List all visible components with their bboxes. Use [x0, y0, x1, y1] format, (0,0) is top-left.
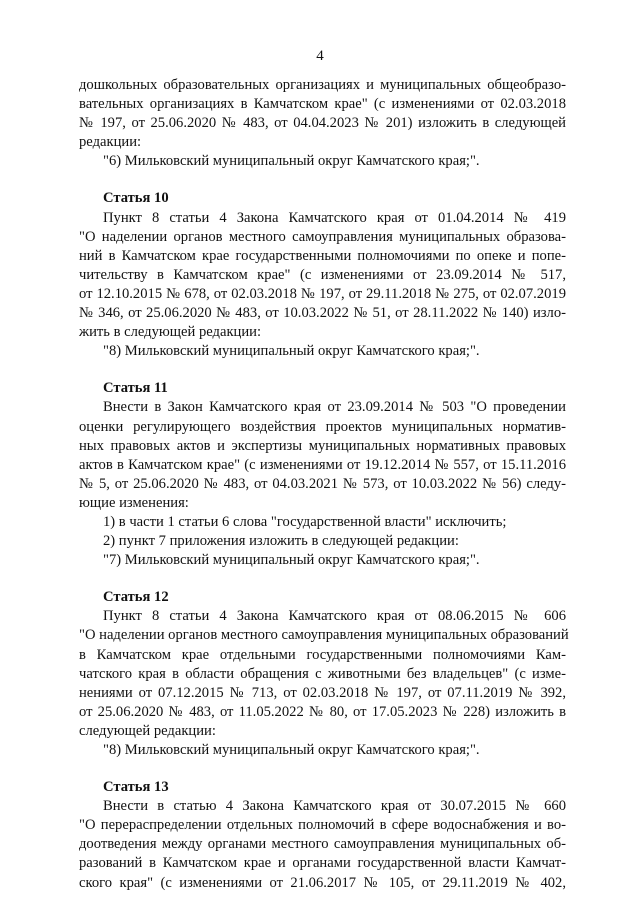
text-line: Внести в Закон Камчатского края от 23.09.2014 № 503 "О проведении	[103, 399, 566, 416]
text-line: "О перераспределении отдельных полномочий в сфере водоснабжения и во-	[79, 817, 566, 834]
text-line: Пункт 8 статьи 4 Закона Камчатского края от 08.06.2015 № 606	[103, 608, 566, 625]
article-heading: Статья 11	[103, 380, 168, 397]
spacer	[79, 171, 566, 189]
text-line: ний в Камчатском крае государственными полномочиями по опеке и попе-	[79, 247, 566, 264]
text-line: от 12.10.2015 № 678, от 02.03.2018 № 197, от 29.11.2018 № 275, от 02.07.2019	[79, 285, 566, 302]
spacer	[79, 760, 566, 778]
text-line: в Камчатском крае отдельными государственными полномочиями Кам-	[79, 646, 566, 663]
text-line: "О наделении органов местного самоуправления муниципальных образований	[79, 627, 569, 644]
document-body	[79, 76, 569, 893]
text-line: ющие изменения:	[79, 494, 189, 511]
text-line: "О наделении органов местного самоуправления муниципальных образова-	[79, 228, 566, 245]
text-line: "7) Мильковский муниципальный округ Камчатского края;".	[103, 552, 480, 569]
article-heading: Статья 13	[103, 779, 169, 796]
text-line: дошкольных образовательных организациях и муниципальных общеобразо-	[79, 77, 566, 93]
text-line: "8) Мильковский муниципальный округ Камчатского края;".	[103, 343, 480, 360]
text-line: 2) пункт 7 приложения изложить в следующей редакции:	[103, 533, 459, 550]
text-line: чатского края в области обращения с животными без владельцев" (с изме-	[79, 665, 566, 682]
text-line: жить в следующей редакции:	[79, 324, 262, 341]
article-heading: Статья 12	[103, 589, 169, 606]
intro-paragraph	[79, 76, 566, 171]
text-line: 1) в части 1 статьи 6 слова "государственной власти" исключить;	[103, 513, 507, 530]
article-11	[79, 379, 566, 570]
text-line: "6) Мильковский муниципальный округ Камчатского края;".	[103, 153, 480, 170]
text-line: доотведения между органами местного самоуправления муниципальных об-	[79, 836, 566, 853]
text-line: нениями от 07.12.2015 № 713, от 02.03.2018 № 197, от 07.11.2019 № 392,	[79, 684, 566, 701]
spacer	[79, 570, 566, 588]
text-line: ского края" (с изменениями от 21.06.2017 № 105, от 29.11.2019 № 402,	[79, 874, 566, 891]
text-line: редакции:	[79, 134, 142, 151]
text-line: разований в Камчатском крае и органами государственной власти Камчат-	[79, 855, 566, 872]
text-line: следующей редакции:	[79, 722, 216, 739]
text-line: "8) Мильковский муниципальный округ Камчатского края;".	[103, 742, 480, 758]
text-line: № 197, от 25.06.2020 № 483, от 04.04.2023 № 201) изложить в следующей	[79, 115, 566, 132]
text-line: Внести в статью 4 Закона Камчатского края от 30.07.2015 № 660	[103, 798, 566, 815]
text-line: № 346, от 25.06.2020 № 483, от 10.03.2022 № 51, от 28.11.2022 № 140) изло-	[79, 305, 566, 322]
article-10	[79, 189, 566, 361]
text-line: от 25.06.2020 № 483, от 11.05.2022 № 80, от 17.05.2023 № 228) изложить в	[79, 703, 566, 720]
spacer	[79, 361, 566, 379]
text-line: № 5, от 25.06.2020 № 483, от 04.03.2021 № 573, от 10.03.2022 № 56) следу-	[79, 475, 566, 492]
article-13	[79, 778, 566, 893]
text-line: чительству в Камчатском крае" (с изменениями от 23.09.2014 № 517,	[79, 266, 566, 283]
page-number: 4	[316, 48, 324, 64]
text-line: актов в Камчатском крае" (с изменениями от 19.12.2014 № 557, от 15.11.2016	[79, 456, 566, 473]
text-line: ных правовых актов и экспертизы муниципальных нормативных правовых	[79, 437, 566, 454]
article-heading: Статья 10	[103, 190, 169, 207]
text-line: Пункт 8 статьи 4 Закона Камчатского края от 01.04.2014 № 419	[103, 209, 566, 226]
article-12	[79, 588, 569, 760]
text-line: вательных организациях в Камчатском крае" (с изменениями от 02.03.2018	[79, 96, 566, 113]
text-line: оценки регулирующего воздействия проектов муниципальных норматив-	[79, 418, 566, 435]
